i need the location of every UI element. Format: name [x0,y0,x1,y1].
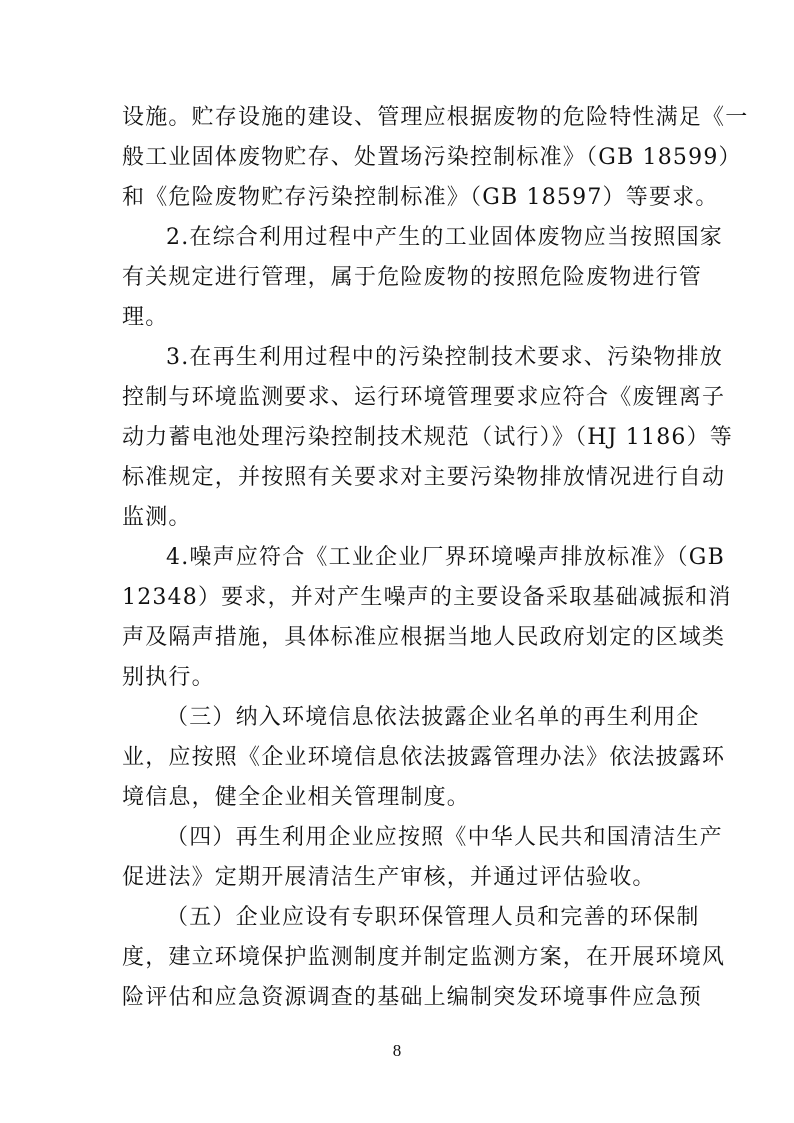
text-line: 般工业固体废物贮存、处置场污染控制标准》（GB 18599） [122,145,742,170]
text-line: 别执行。 [122,665,215,690]
text-line: 声及隔声措施，具体标准应根据当地人民政府划定的区域类 [122,625,726,650]
text-line: 监测。 [122,505,192,530]
text-line: 险评估和应急资源调查的基础上编制突发环境事件应急预 [122,985,703,1010]
text-line: 促进法》定期开展清洁生产审核，并通过评估验收。 [122,865,656,890]
text-line: 度，建立环境保护监测制度并制定监测方案，在开展环境风 [122,945,726,970]
text-line: 设施。贮存设施的建设、管理应根据废物的危险特性满足《一 [122,105,749,130]
text-line: 有关规定进行管理，属于危险废物的按照危险废物进行管 [122,265,703,290]
text-line: 4.噪声应符合《工业企业厂界环境噪声排放标准》（GB [166,545,725,570]
text-line: 2.在综合利用过程中产生的工业固体废物应当按照国家 [166,225,723,250]
page-number: 8 [392,1041,402,1060]
text-line: 和《危险废物贮存污染控制标准》（GB 18597）等要求。 [122,185,719,210]
text-line: 12348）要求，并对产生噪声的主要设备采取基础减振和消 [122,585,732,610]
text-line: （三）纳入环境信息依法披露企业名单的再生利用企 [166,705,700,730]
text-line: 理。 [122,305,169,330]
text-line: （四）再生利用企业应按照《中华人民共和国清洁生产 [166,825,723,850]
text-line: 标准规定，并按照有关要求对主要污染物排放情况进行自动 [122,465,726,490]
text-line: 境信息，健全企业相关管理制度。 [122,785,471,810]
text-line: 3.在再生利用过程中的污染控制技术要求、污染物排放 [166,345,723,370]
body-text [122,98,749,1018]
text-line: 动力蓄电池处理污染控制技术规范（试行）》（HJ 1186）等 [122,425,733,450]
text-line: （五）企业应设有专职环保管理人员和完善的环保制 [166,905,700,930]
text-line: 业，应按照《企业环境信息依法披露管理办法》依法披露环 [122,745,726,770]
text-line: 控制与环境监测要求、运行环境管理要求应符合《废锂离子 [122,385,726,410]
